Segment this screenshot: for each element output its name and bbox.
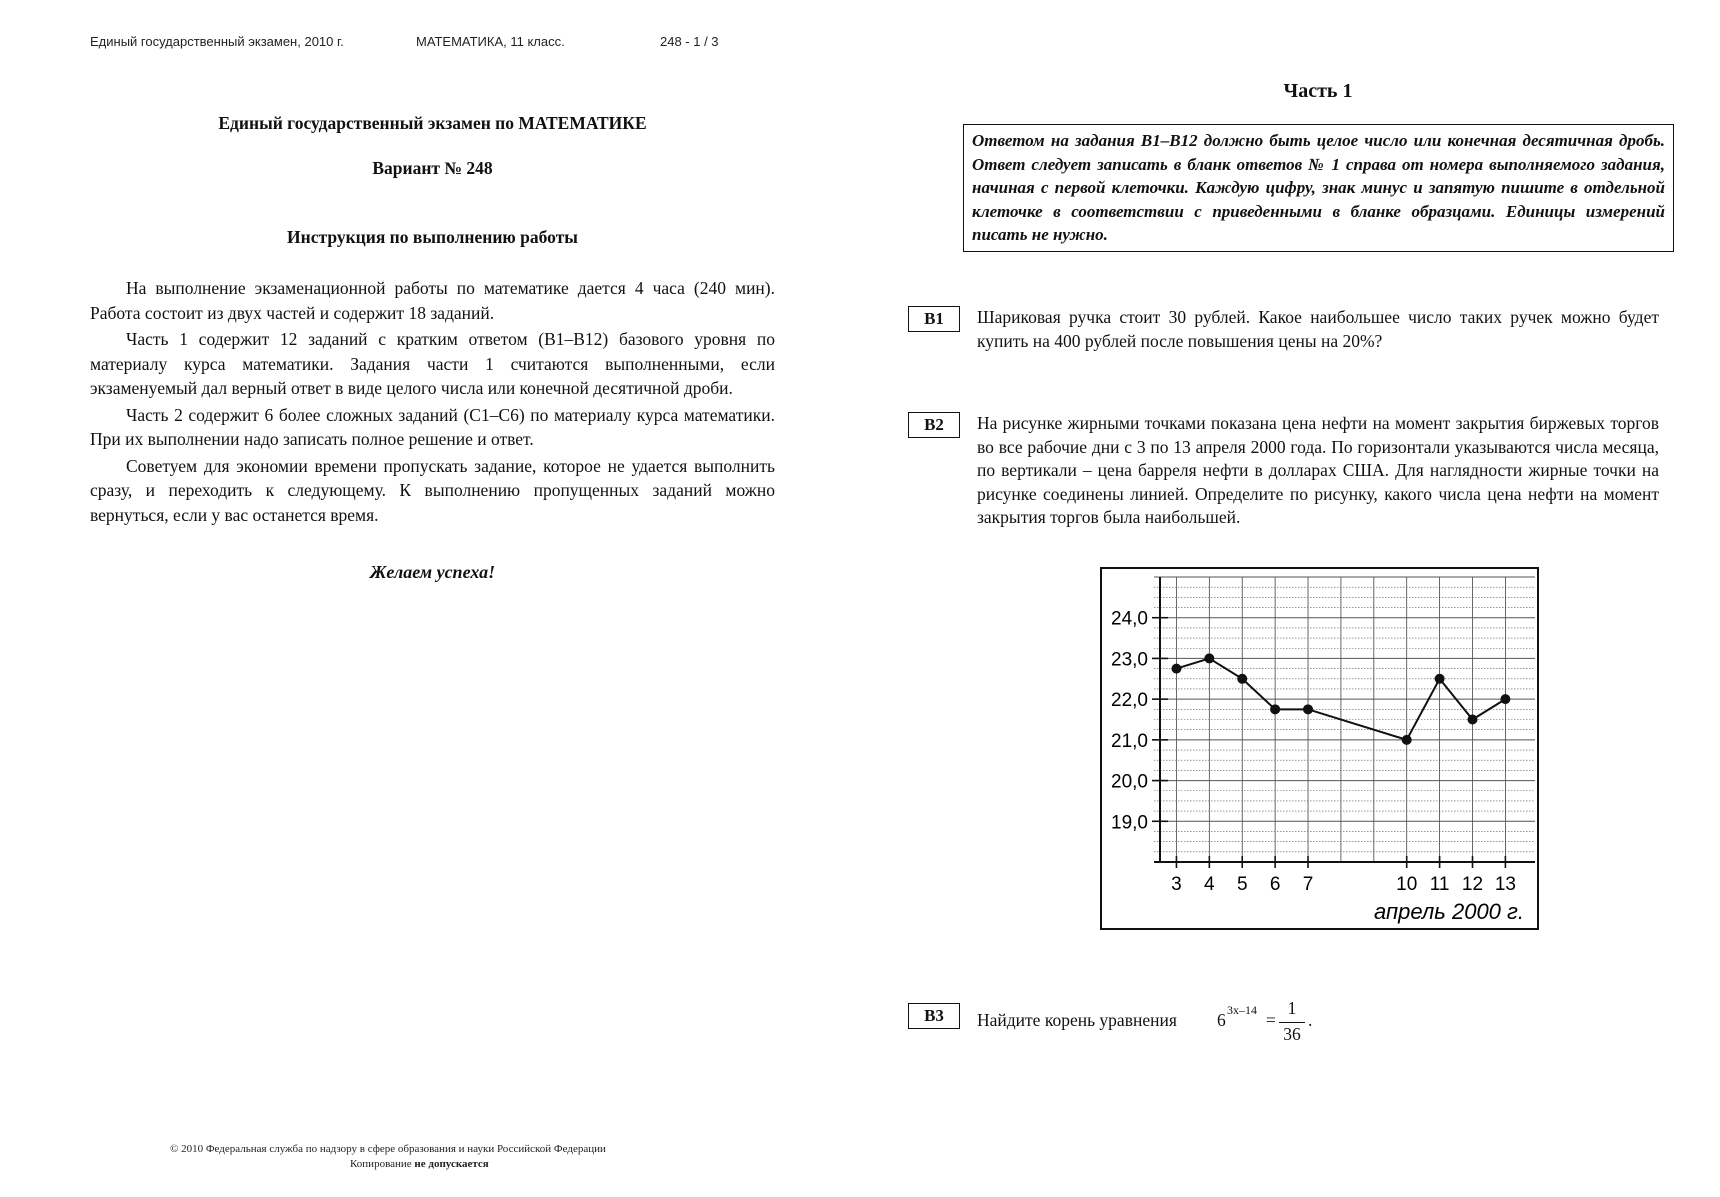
equation-base: 6 [1217,1010,1226,1030]
oil-price-chart [1100,567,1540,931]
footer-copy-notice [350,1158,489,1170]
fraction-numerator: 1 [1287,998,1297,1018]
x-tick-label: 5 [1236,874,1248,895]
data-point [1500,694,1510,704]
wish-text: Желаем успеха! [369,562,496,582]
data-point [1171,664,1181,674]
y-tick-label: 24,0 [1111,608,1148,630]
footer-copy-prefix: Копирование [350,1158,415,1170]
footer-copy-bold: не допускается [414,1158,489,1170]
part-instruction-box: Ответом на задания B1–B12 должно быть целое число или конечная десятичная дробь. Ответ следует записать в бланк ответов № 1 справа от номера выполняемого задания, начиная с первой клеточки. Каждую цифру, знак минус и запятую пишите в отдельной клеточке в соответствии с приведенными в бланке образцами. Единицы измерений писать не нужно. [963,124,1674,252]
footer-copyright: © 2010 Федеральная служба по надзору в сфере образования и науки Российской Федерации [170,1143,606,1155]
task-text-b2: На рисунке жирными точками показана цена нефти на момент закрытия биржевых торгов во все рабочие дни с 3 по 13 апреля 2000 года. По горизонтали указываются числа месяца, по вертикали – цена барреля нефти в долларах США. Для наглядности жирные точки на рисунке соединены линией. Определите по рисунку, какого числа цена нефти на момент закрытия торгов была наибольшей. [977,413,1659,527]
instruction-paragraph: Часть 1 содержит 12 заданий с кратким ответом (B1–B12) базового уровня по материалу курса математики. Задания части 1 считаются выполненными, если экзаменуемый дал верный ответ в виде целого числа или конечной десятичной дроби. [90,329,775,398]
data-point [1204,653,1214,663]
chart-x-axis-label: апрель 2000 г. [1374,899,1524,924]
data-point [1303,704,1313,714]
x-tick-label: 6 [1269,874,1281,895]
data-point [1435,674,1445,684]
task-b3-equation [977,1000,1377,1048]
part-title: Часть 1 [1283,80,1353,102]
task-text-b1: Шариковая ручка стоит 30 рублей. Какое наибольшее число таких ручек можно будет купить на 400 рублей после повышения цены на 20%? [977,307,1659,351]
instruction-paragraph: Советуем для экономии времени пропускать задание, которое не удается выполнить сразу, и переходить к следующему. К выполнению пропущенных заданий можно вернуться, если у вас останется время. [90,455,775,525]
instruction-paragraph: На выполнение экзаменационной работы по математике дается 4 часа (240 мин). Работа состоит из двух частей и содержит 18 заданий. [90,278,775,323]
equation-equals: = [1266,1010,1276,1030]
y-tick-label: 23,0 [1111,649,1148,671]
task-label-b1: B1 [908,306,960,332]
header-page-number: 248 - 1 / 3 [660,34,719,49]
instruction-paragraph: Часть 2 содержит 6 более сложных заданий (C1–C6) по материалу курса математики. При их выполнении надо записать полное решение и ответ. [90,404,775,449]
fraction-denominator: 36 [1283,1024,1301,1044]
equation-exponent: 3x–14 [1227,1003,1257,1017]
data-point [1468,715,1478,725]
instructions-body [90,276,775,527]
y-tick-label: 19,0 [1111,812,1148,834]
equation-period: . [1308,1010,1313,1030]
header-exam: Единый государственный экзамен, 2010 г. [90,34,344,49]
y-tick-label: 22,0 [1111,690,1148,712]
exam-title: Единый государственный экзамен по МАТЕМАТИКЕ [218,113,647,133]
x-tick-label: 11 [1429,874,1450,895]
task-label-b3: B3 [908,1003,960,1029]
x-tick-label: 13 [1494,874,1516,895]
fraction-bar [1279,1022,1305,1023]
instruction-title: Инструкция по выполнению работы [287,227,578,247]
header-subject: МАТЕМАТИКА, 11 класс. [416,34,565,49]
y-tick-label: 21,0 [1111,730,1148,752]
task-text-b3: Найдите корень уравнения [977,1010,1177,1030]
data-point [1402,735,1412,745]
x-tick-label: 4 [1204,874,1215,895]
data-point [1237,674,1247,684]
variant-title: Вариант № 248 [372,158,493,178]
x-tick-label: 3 [1171,874,1182,895]
x-tick-label: 7 [1302,874,1314,895]
x-tick-label: 12 [1461,874,1484,895]
y-tick-label: 20,0 [1111,771,1148,793]
task-label-b2: B2 [908,412,960,438]
data-point [1270,704,1280,714]
x-tick-label: 10 [1396,874,1418,895]
